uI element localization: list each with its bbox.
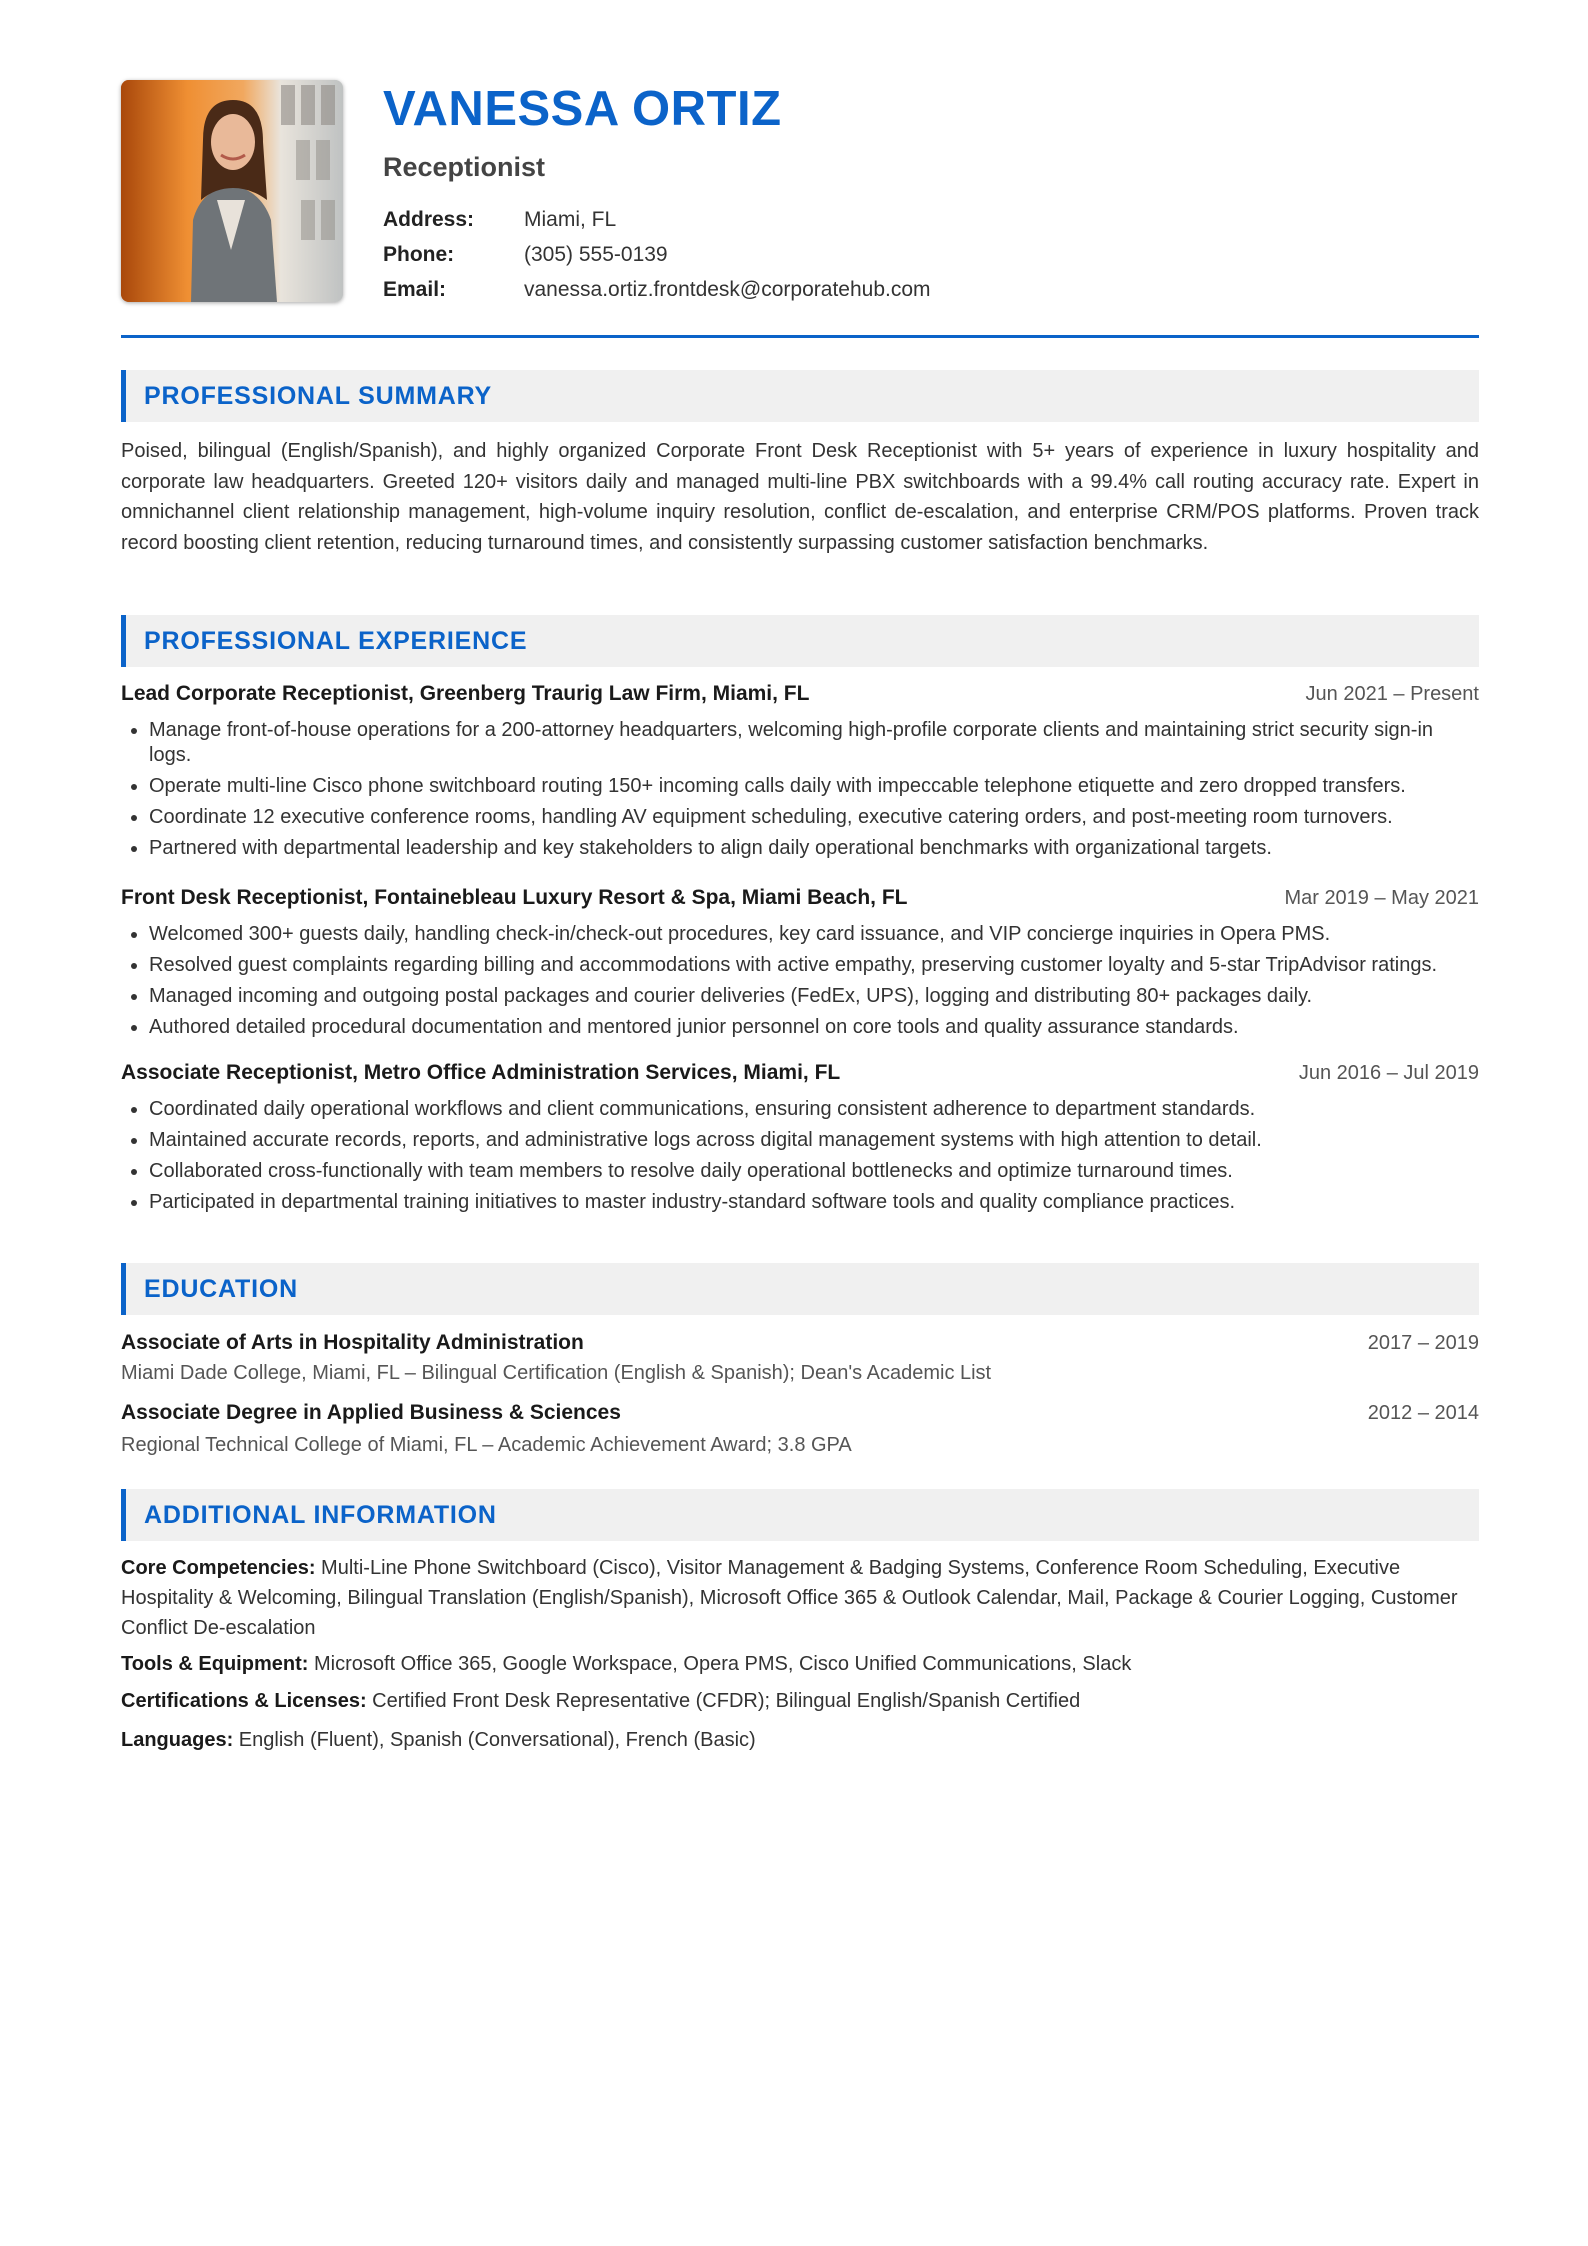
info-tools [121, 1649, 1479, 1679]
list-item: Coordinate 12 executive conference rooms, handling AV equipment scheduling, executive catering orders, and post-meeting room turnovers. [149, 805, 1479, 830]
job-heading [121, 886, 1479, 914]
list-item: Authored detailed procedural documentation and mentored junior personnel on core tools and quality assurance standards. [149, 1015, 1479, 1040]
contact-label: Phone: [383, 243, 455, 266]
section-title: PROFESSIONAL SUMMARY [144, 382, 492, 410]
resume-header [121, 80, 1479, 305]
section-header-summary [121, 370, 1479, 422]
section-header-education [121, 1263, 1479, 1315]
resume-page [121, 80, 1479, 1751]
job-title: Front Desk Receptionist, Fontainebleau Luxury Resort & Spa, Miami Beach, FL [121, 886, 908, 909]
list-item: Manage front-of-house operations for a 200-attorney headquarters, welcoming high-profile corporate clients and maintaining strict security sign-in logs. [149, 718, 1479, 768]
degree-title: Associate Degree in Applied Business & Sciences [121, 1401, 621, 1424]
info-label: Tools & Equipment: [121, 1653, 309, 1675]
info-certifications [121, 1686, 1479, 1716]
contact-value: (305) 555-0139 [524, 243, 668, 266]
education-heading [121, 1401, 1479, 1429]
job-title: Lead Corporate Receptionist, Greenberg Traurig Law Firm, Miami, FL [121, 682, 810, 705]
section-header-experience [121, 615, 1479, 667]
info-text: Certified Front Desk Representative (CFDR); Bilingual English/Spanish Certified [366, 1690, 1081, 1712]
contact-label: Address: [383, 208, 475, 231]
education-heading [121, 1331, 1479, 1359]
job-bullets [121, 718, 1479, 867]
info-text: Microsoft Office 365, Google Workspace, Opera PMS, Cisco Unified Communications, Slack [308, 1653, 1132, 1675]
profile-photo [121, 80, 343, 302]
list-item: Resolved guest complaints regarding billing and accommodations with active empathy, preserving customer loyalty and 5-star TripAdvisor ratings. [149, 953, 1479, 978]
summary-text: Poised, bilingual (English/Spanish), and highly organized Corporate Front Desk Receptionist with 5+ years of experience in luxury hospitality and corporate law headquarters. Greeted 120+ visitors daily and managed multi-line PBX switchboards with a 99.4% call routing accuracy rate. Expert in omnichannel client relationship management, high-volume inquiry resolution, conflict de-escalation, and enterprise CRM/POS platforms. Proven track record boosting client retention, reducing turnaround times, and consistently surpassing customer satisfaction benchmarks. [121, 440, 1479, 554]
job-date: Jun 2016 – Jul 2019 [1298, 1062, 1479, 1084]
info-text: Multi-Line Phone Switchboard (Cisco), Visitor Management & Badging Systems, Conference Room Scheduling, Executive Hospitality & Welcoming, Bilingual Translation (English/Spanish), Microsoft Office 365 & Outlook Calendar, Mail, Package & Courier Logging, Customer Conflict De-escalation [121, 1557, 1458, 1639]
info-label: Certifications & Licenses: [121, 1690, 367, 1712]
info-label: Languages: [121, 1729, 234, 1751]
degree-detail: Regional Technical College of Miami, FL – Academic Achievement Award; 3.8 GPA [121, 1434, 852, 1456]
list-item: Welcomed 300+ guests daily, handling check-in/check-out procedures, key card issuance, and VIP concierge inquiries in Opera PMS. [149, 922, 1479, 947]
job-bullets [121, 922, 1479, 1046]
candidate-role: Receptionist [383, 152, 546, 182]
section-title: ADDITIONAL INFORMATION [144, 1501, 497, 1529]
section-header-additional [121, 1489, 1479, 1541]
job-heading [121, 682, 1479, 710]
list-item: Operate multi-line Cisco phone switchboard routing 150+ incoming calls daily with impeccable telephone etiquette and zero dropped transfers. [149, 774, 1479, 799]
contact-label: Email: [383, 278, 447, 301]
job-date: Mar 2019 – May 2021 [1284, 887, 1479, 909]
degree-date: 2017 – 2019 [1367, 1332, 1479, 1354]
degree-date: 2012 – 2014 [1367, 1402, 1479, 1424]
candidate-name: VANESSA ORTIZ [383, 82, 782, 136]
header-divider [121, 335, 1479, 338]
job-title: Associate Receptionist, Metro Office Administration Services, Miami, FL [121, 1061, 841, 1084]
job-heading [121, 1061, 1479, 1089]
info-text: English (Fluent), Spanish (Conversational), French (Basic) [233, 1729, 756, 1751]
degree-title: Associate of Arts in Hospitality Administration [121, 1331, 584, 1354]
list-item: Participated in departmental training initiatives to master industry-standard software tools and quality compliance practices. [149, 1190, 1479, 1215]
info-label: Core Competencies: [121, 1557, 316, 1579]
section-title: PROFESSIONAL EXPERIENCE [144, 627, 528, 655]
list-item: Maintained accurate records, reports, and administrative logs across digital management systems with high attention to detail. [149, 1128, 1479, 1153]
portrait-icon [121, 80, 343, 302]
contact-value: vanessa.ortiz.frontdesk@corporatehub.com [524, 278, 931, 301]
list-item: Coordinated daily operational workflows and client communications, ensuring consistent adherence to department standards. [149, 1097, 1479, 1122]
list-item: Partnered with departmental leadership and key stakeholders to align daily operational benchmarks with organizational targets. [149, 836, 1479, 861]
job-bullets [121, 1097, 1479, 1221]
info-languages [121, 1725, 1479, 1755]
info-core-competencies [121, 1553, 1479, 1643]
job-date: Jun 2021 – Present [1305, 683, 1479, 705]
section-title: EDUCATION [144, 1275, 298, 1303]
contact-value: Miami, FL [524, 208, 617, 231]
degree-detail: Miami Dade College, Miami, FL – Bilingual Certification (English & Spanish); Dean's Academic List [121, 1362, 992, 1384]
list-item: Managed incoming and outgoing postal packages and courier deliveries (FedEx, UPS), logging and distributing 80+ packages daily. [149, 984, 1479, 1009]
list-item: Collaborated cross-functionally with team members to resolve daily operational bottlenecks and optimize turnaround times. [149, 1159, 1479, 1184]
